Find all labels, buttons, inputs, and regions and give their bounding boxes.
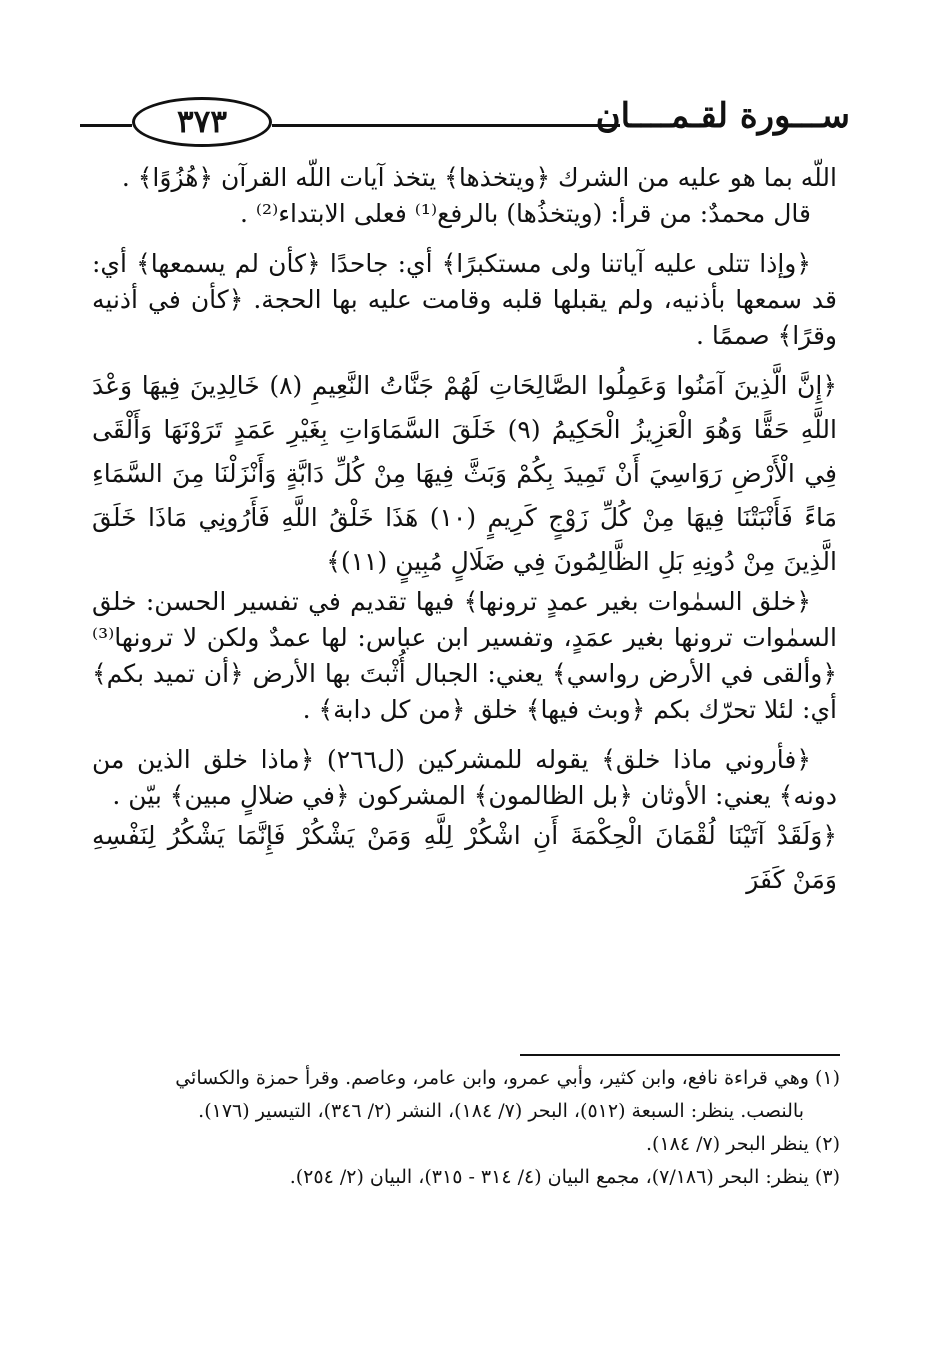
footnote-separator xyxy=(520,1054,840,1056)
surah-title: ســـورة لقـمــــان xyxy=(595,96,850,136)
main-text xyxy=(92,160,837,902)
page-number: ٣٧٣ xyxy=(132,97,272,147)
footnote-2: (٢) ينظر البحر (٧/ ١٨٤). xyxy=(646,1133,840,1155)
header-rule-left xyxy=(80,124,132,127)
footnote-1: (١) وهي قراءة نافع، وابن كثير، وأبي عمرو، وابن عامر، وعاصم. وقرأ حمزة والكسائي xyxy=(175,1067,840,1089)
page-header xyxy=(80,88,850,152)
footnote-3: (٣) ينظر: البحر (٧/١٨٦)، مجمع البيان (٤/ ٣١٤ - ٣١٥)، البيان (٢/ ٢٥٤). xyxy=(289,1166,840,1188)
footnote-1-continuation: بالنصب. ينظر: السبعة (٥١٢)، البحر (٧/ ١٨٤)، النشر (٢/ ٣٤٦)، التيسير (١٧٦). xyxy=(198,1100,804,1122)
paragraph-5: ﴿فأروني ماذا خلق﴾ يقوله للمشركين (ل٢٦٦) ﴿ماذا خلق الذين من دونه﴾ يعني: الأوثان ﴿بل الظالمون﴾ المشركون ﴿في ضلالٍ مبين﴾ بيّن . xyxy=(92,745,837,810)
quran-verse-block-1: ﴿إِنَّ الَّذِينَ آمَنُوا وَعَمِلُوا الصَّالِحَاتِ لَهُمْ جَنَّاتُ النَّعِيمِ (٨) خَالِدِينَ فِيهَا وَعْدَ اللَّهِ حَقًّا وَهُوَ الْعَزِيزُ الْحَكِيمُ (٩) خَلَقَ السَّمَاوَاتِ بِغَيْرِ عَمَدٍ تَرَوْنَهَا وَأَلْقَى فِي الْأَرْضِ رَوَاسِيَ أَنْ تَمِيدَ بِكُمْ وَبَثَّ فِيهَا مِنْ كُلِّ دَابَّةٍ وَأَنْزَلْنَا مِنَ السَّمَاءِ مَاءً فَأَنْبَتْنَا فِيهَا مِنْ كُلِّ زَوْجٍ كَرِيمٍ (١٠) هَذَا خَلْقُ اللَّهِ فَأَرُونِي مَاذَا خَلَقَ الَّذِينَ مِنْ دُونِهِ بَلِ الظَّالِمُونَ فِي ضَلَالٍ مُبِينٍ (١١)﴾ xyxy=(92,371,837,576)
paragraph-3: ﴿وإذا تتلى عليه آياتنا ولى مستكبرًا﴾ أي: جاحدًا ﴿كأن لم يسمعها﴾ أي: قد سمعها بأذنيه، ولم يقبلها قلبه وقامت عليه بها الحجة. ﴿كأن في أذنيه وقرًا﴾ صممًا . xyxy=(92,249,837,350)
paragraph-1: اللّه بما هو عليه من الشرك ﴿ويتخذها﴾ يتخذ آيات اللّه القرآن ﴿هُزُوًا﴾ . xyxy=(121,163,837,192)
paragraph-4: ﴿خلق السمٰوات بغير عمدٍ ترونها﴾ فيها تقديم في تفسير الحسن: خلق السمٰوات ترونها بغير عمَدٍ، وتفسير ابن عباس: لها عمدٌ ولكن لا ترونها⁽³⁾ ﴿وألقى في الأرض رواسي﴾ يعني: الجبال أُثْبتَ بها الأرض ﴿أن تميد بكم﴾ أي: لئلا تحرّك بكم ﴿وبث فيها﴾ خلق ﴿من كل دابة﴾ . xyxy=(92,587,837,724)
footnotes xyxy=(90,1062,840,1194)
quran-verse-block-2: ﴿وَلَقَدْ آتَيْنَا لُقْمَانَ الْحِكْمَةَ أَنِ اشْكُرْ لِلَّهِ وَمَنْ يَشْكُرْ فَإِنَّمَا يَشْكُرُ لِنَفْسِهِ وَمَنْ كَفَرَ xyxy=(92,821,837,894)
header-rule-middle xyxy=(272,124,620,127)
paragraph-2: قال محمدٌ: من قرأ: (ويتخذُها) بالرفع⁽¹⁾ فعلى الابتداء⁽²⁾ . xyxy=(240,199,811,228)
